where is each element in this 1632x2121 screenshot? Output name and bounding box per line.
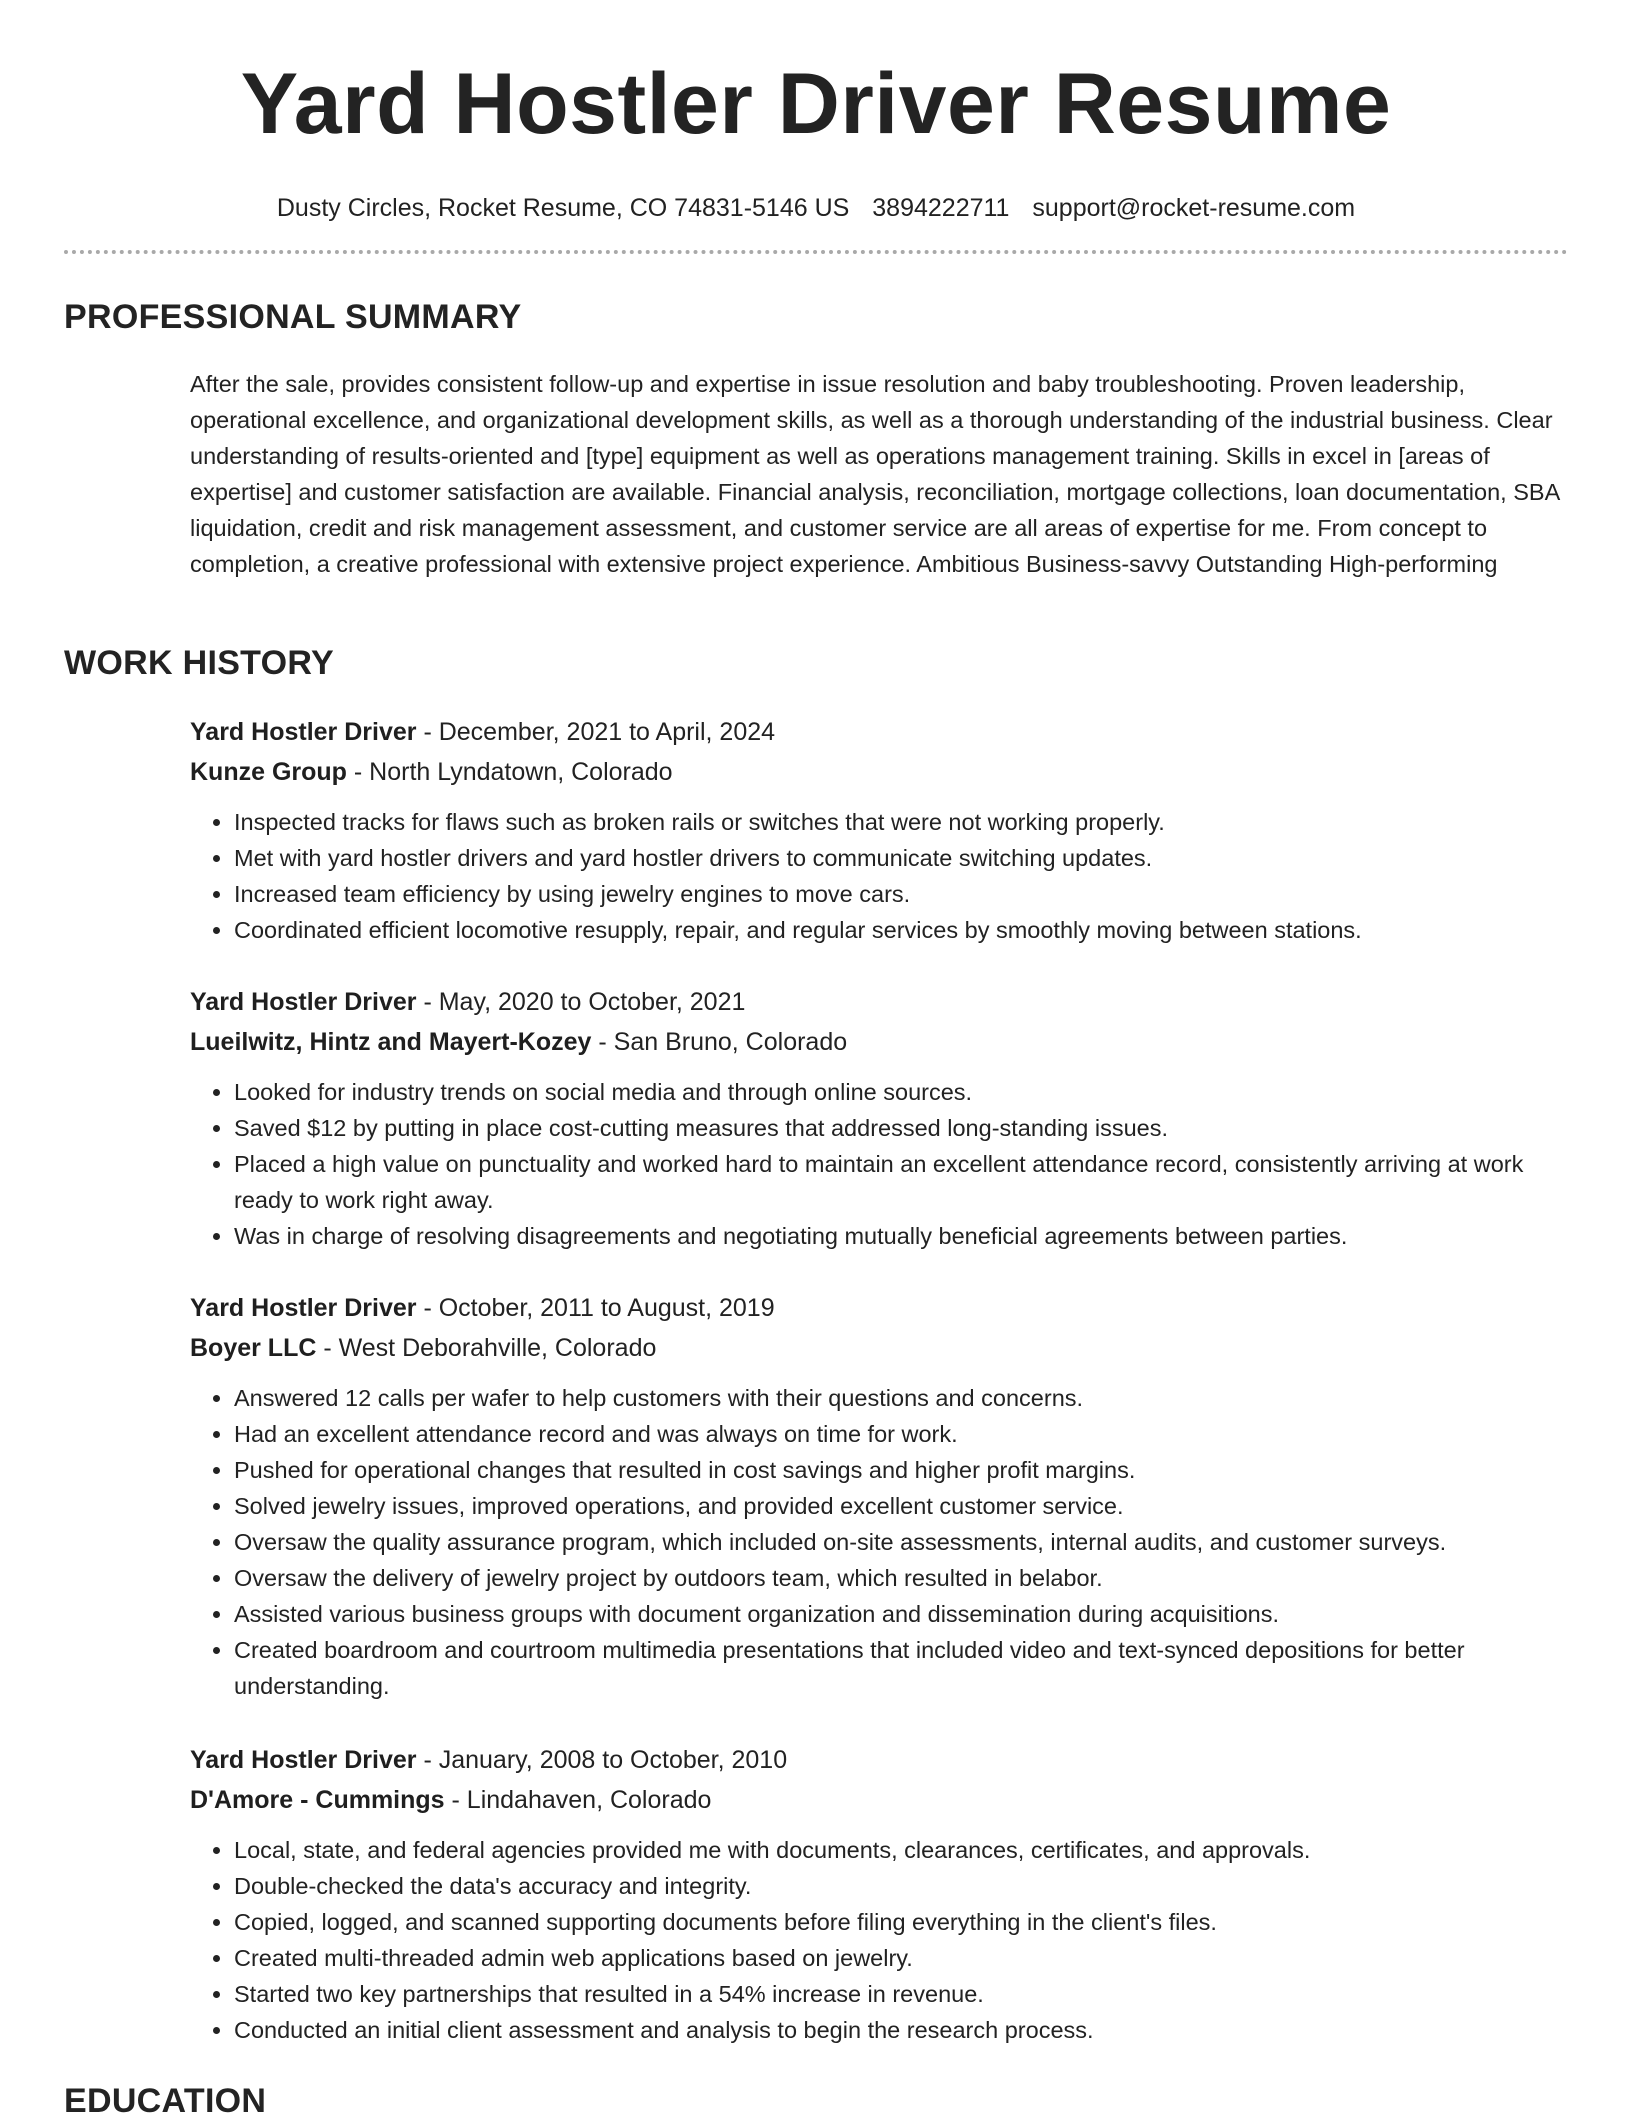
job-bullet: • Conducted an initial client assessment and analysis to begin the research process. <box>234 2012 1570 2048</box>
contact-email: support@rocket-resume.com <box>1032 194 1356 222</box>
job-bullets <box>190 804 1570 948</box>
job-title: Yard Hostler Driver <box>190 1746 417 1774</box>
job-bullet: • Created boardroom and courtroom multimedia presentations that included video and text-synced depositions for better understanding. <box>234 1632 1570 1704</box>
job-entry-2 <box>190 982 1570 1254</box>
section-title-education: EDUCATION <box>64 2082 267 2120</box>
job-bullet: • Coordinated efficient locomotive resupply, repair, and regular services by smoothly moving between stations. <box>234 912 1570 948</box>
job-title-line <box>190 712 1570 752</box>
job-dates: - December, 2021 to April, 2024 <box>416 718 776 746</box>
job-location: - Lindahaven, Colorado <box>444 1786 712 1814</box>
job-bullet: • Started two key partnerships that resulted in a 54% increase in revenue. <box>234 1976 1570 2012</box>
job-company-line <box>190 1328 1570 1368</box>
job-location: - West Deborahville, Colorado <box>316 1334 657 1362</box>
section-title-work: WORK HISTORY <box>64 644 334 682</box>
job-bullet: • Saved $12 by putting in place cost-cutting measures that addressed long-standing issues. <box>234 1110 1570 1146</box>
job-bullet: • Looked for industry trends on social media and through online sources. <box>234 1074 1570 1110</box>
job-bullet: • Solved jewelry issues, improved operations, and provided excellent customer service. <box>234 1488 1570 1524</box>
job-bullet: • Local, state, and federal agencies provided me with documents, clearances, certificates, and approvals. <box>234 1832 1570 1868</box>
resume-header <box>0 0 1632 224</box>
job-entry-3 <box>190 1288 1570 1704</box>
job-bullet: • Answered 12 calls per wafer to help customers with their questions and concerns. <box>234 1380 1570 1416</box>
job-title: Yard Hostler Driver <box>190 718 417 746</box>
job-title-line <box>190 1740 1570 1780</box>
job-title: Yard Hostler Driver <box>190 1294 417 1322</box>
job-bullets <box>190 1832 1570 2048</box>
job-bullet: • Oversaw the quality assurance program, which included on-site assessments, internal audits, and customer surveys. <box>234 1524 1570 1560</box>
job-dates: - January, 2008 to October, 2010 <box>416 1746 788 1774</box>
job-company-line <box>190 1780 1570 1820</box>
job-title-line <box>190 1288 1570 1328</box>
job-bullet: • Created multi-threaded admin web applications based on jewelry. <box>234 1940 1570 1976</box>
job-entry-4 <box>190 1740 1570 2048</box>
contact-line <box>0 192 1632 224</box>
job-company: D'Amore - Cummings <box>190 1786 445 1814</box>
job-company: Lueilwitz, Hintz and Mayert-Kozey <box>190 1028 592 1056</box>
job-bullet: • Had an excellent attendance record and was always on time for work. <box>234 1416 1570 1452</box>
contact-address: Dusty Circles, Rocket Resume, CO 74831-5146 US <box>276 194 850 222</box>
resume-title: Yard Hostler Driver Resume <box>240 56 1392 152</box>
job-company-line <box>190 1022 1570 1062</box>
job-bullet: • Oversaw the delivery of jewelry project by outdoors team, which resulted in belabor. <box>234 1560 1570 1596</box>
job-dates: - October, 2011 to August, 2019 <box>416 1294 775 1322</box>
job-entry-1 <box>190 712 1570 948</box>
header-divider <box>64 250 1568 254</box>
job-bullet: • Placed a high value on punctuality and worked hard to maintain an excellent attendance record, consistently arriving at work ready to work right away. <box>234 1146 1570 1218</box>
professional-summary: After the sale, provides consistent follow-up and expertise in issue resolution and baby troubleshooting. Proven leadership, operational excellence, and organizational development skills, as well as a thorough understanding of the industrial business. Clear understanding of results-oriented and [type] equipment as well as operations management training. Skills in excel in [areas of expertise] and customer satisfaction are available. Financial analysis, reconciliation, mortgage collections, loan documentation, SBA liquidation, credit and risk management assessment, and customer service are all areas of expertise for me. From concept to completion, a creative professional with extensive project experience. Ambitious Business-savvy Outstanding High-performing <box>190 371 1559 577</box>
job-bullet: • Was in charge of resolving disagreements and negotiating mutually beneficial agreements between parties. <box>234 1218 1570 1254</box>
job-title: Yard Hostler Driver <box>190 988 417 1016</box>
job-bullet: • Copied, logged, and scanned supporting documents before filing everything in the client's files. <box>234 1904 1570 1940</box>
job-bullets <box>190 1380 1570 1704</box>
job-bullet: • Pushed for operational changes that resulted in cost savings and higher profit margins. <box>234 1452 1570 1488</box>
job-dates: - May, 2020 to October, 2021 <box>416 988 746 1016</box>
job-bullets <box>190 1074 1570 1254</box>
job-company: Boyer LLC <box>190 1334 317 1362</box>
job-bullet: • Inspected tracks for flaws such as broken rails or switches that were not working properly. <box>234 804 1570 840</box>
job-bullet: • Double-checked the data's accuracy and integrity. <box>234 1868 1570 1904</box>
job-location: - San Bruno, Colorado <box>591 1028 848 1056</box>
section-title-summary: PROFESSIONAL SUMMARY <box>64 298 522 336</box>
contact-phone: 3894222711 <box>872 194 1010 222</box>
job-location: - North Lyndatown, Colorado <box>346 758 673 786</box>
job-company: Kunze Group <box>190 758 347 786</box>
job-bullet: • Increased team efficiency by using jewelry engines to move cars. <box>234 876 1570 912</box>
job-bullet: • Assisted various business groups with document organization and dissemination during acquisitions. <box>234 1596 1570 1632</box>
job-title-line <box>190 982 1570 1022</box>
job-company-line <box>190 752 1570 792</box>
job-bullet: • Met with yard hostler drivers and yard hostler drivers to communicate switching updates. <box>234 840 1570 876</box>
